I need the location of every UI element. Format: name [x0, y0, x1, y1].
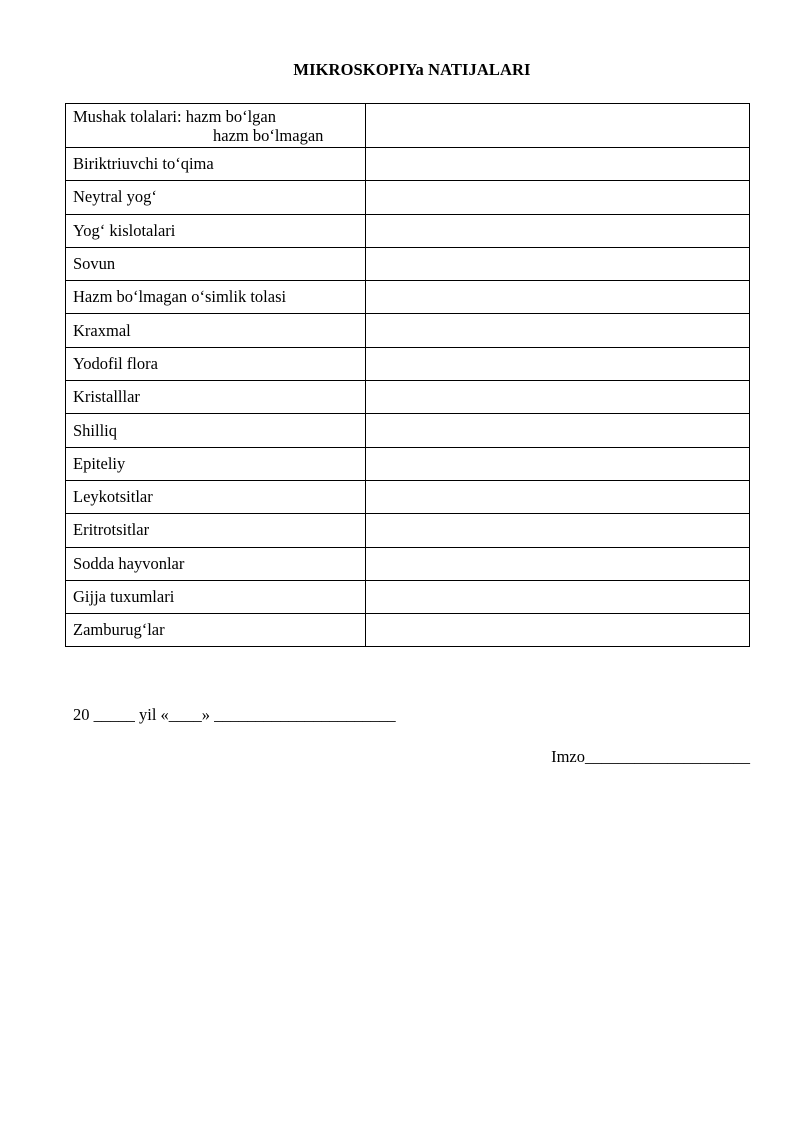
- row-label: Yodofil flora: [66, 347, 366, 380]
- row-value-cell[interactable]: [366, 447, 750, 480]
- row-label: Hazm bo‘lmagan o‘simlik tolasi: [66, 281, 366, 314]
- row-label: Biriktriuvchi to‘qima: [66, 148, 366, 181]
- row-value-cell[interactable]: [366, 381, 750, 414]
- muscle-fibers-digested-label: Mushak tolalari: hazm bo‘lgan: [73, 107, 276, 126]
- row-value-cell[interactable]: [366, 547, 750, 580]
- row-label: Eritrotsitlar: [66, 514, 366, 547]
- row-value-cell[interactable]: [366, 514, 750, 547]
- signature-line[interactable]: Imzo____________________: [551, 747, 750, 766]
- row-value-cell[interactable]: [366, 414, 750, 447]
- row-label: Gijja tuxumlari: [66, 580, 366, 613]
- table-row: [66, 314, 750, 347]
- date-line[interactable]: 20 _____ yil «____» ______________________: [73, 705, 396, 724]
- table-row: [66, 614, 750, 647]
- table-row: [66, 148, 750, 181]
- row-label: Kristalllar: [66, 381, 366, 414]
- table-row: [66, 214, 750, 247]
- muscle-fibers-undigested-label: hazm bo‘lmagan: [213, 126, 324, 145]
- table-row: [66, 381, 750, 414]
- table-row: [66, 181, 750, 214]
- row-value-cell[interactable]: [366, 480, 750, 513]
- microscopy-results-table: [65, 103, 750, 647]
- row-label: Yog‘ kislotalari: [66, 214, 366, 247]
- row-label: [66, 104, 366, 148]
- table-row: [66, 104, 750, 148]
- row-value-cell[interactable]: [366, 614, 750, 647]
- row-value-cell[interactable]: [366, 281, 750, 314]
- table-row: [66, 281, 750, 314]
- table-row: [66, 480, 750, 513]
- row-value-cell[interactable]: [366, 347, 750, 380]
- row-label: Zamburug‘lar: [66, 614, 366, 647]
- row-value-cell[interactable]: [366, 181, 750, 214]
- table-row: [66, 547, 750, 580]
- row-label: Sovun: [66, 247, 366, 280]
- table-row: [66, 347, 750, 380]
- row-label: Neytral yog‘: [66, 181, 366, 214]
- row-value-cell[interactable]: [366, 214, 750, 247]
- table-row: [66, 580, 750, 613]
- row-value-cell[interactable]: [366, 104, 750, 148]
- table-row: [66, 414, 750, 447]
- page-title: MIKROSKOPIYa NATIJALARI: [293, 60, 531, 79]
- row-label: Shilliq: [66, 414, 366, 447]
- row-label: Epiteliy: [66, 447, 366, 480]
- row-label: Leykotsitlar: [66, 480, 366, 513]
- row-value-cell[interactable]: [366, 148, 750, 181]
- row-value-cell[interactable]: [366, 247, 750, 280]
- row-label: Kraxmal: [66, 314, 366, 347]
- row-value-cell[interactable]: [366, 314, 750, 347]
- table-row: [66, 514, 750, 547]
- table-row: [66, 247, 750, 280]
- row-label: Sodda hayvonlar: [66, 547, 366, 580]
- row-value-cell[interactable]: [366, 580, 750, 613]
- table-row: [66, 447, 750, 480]
